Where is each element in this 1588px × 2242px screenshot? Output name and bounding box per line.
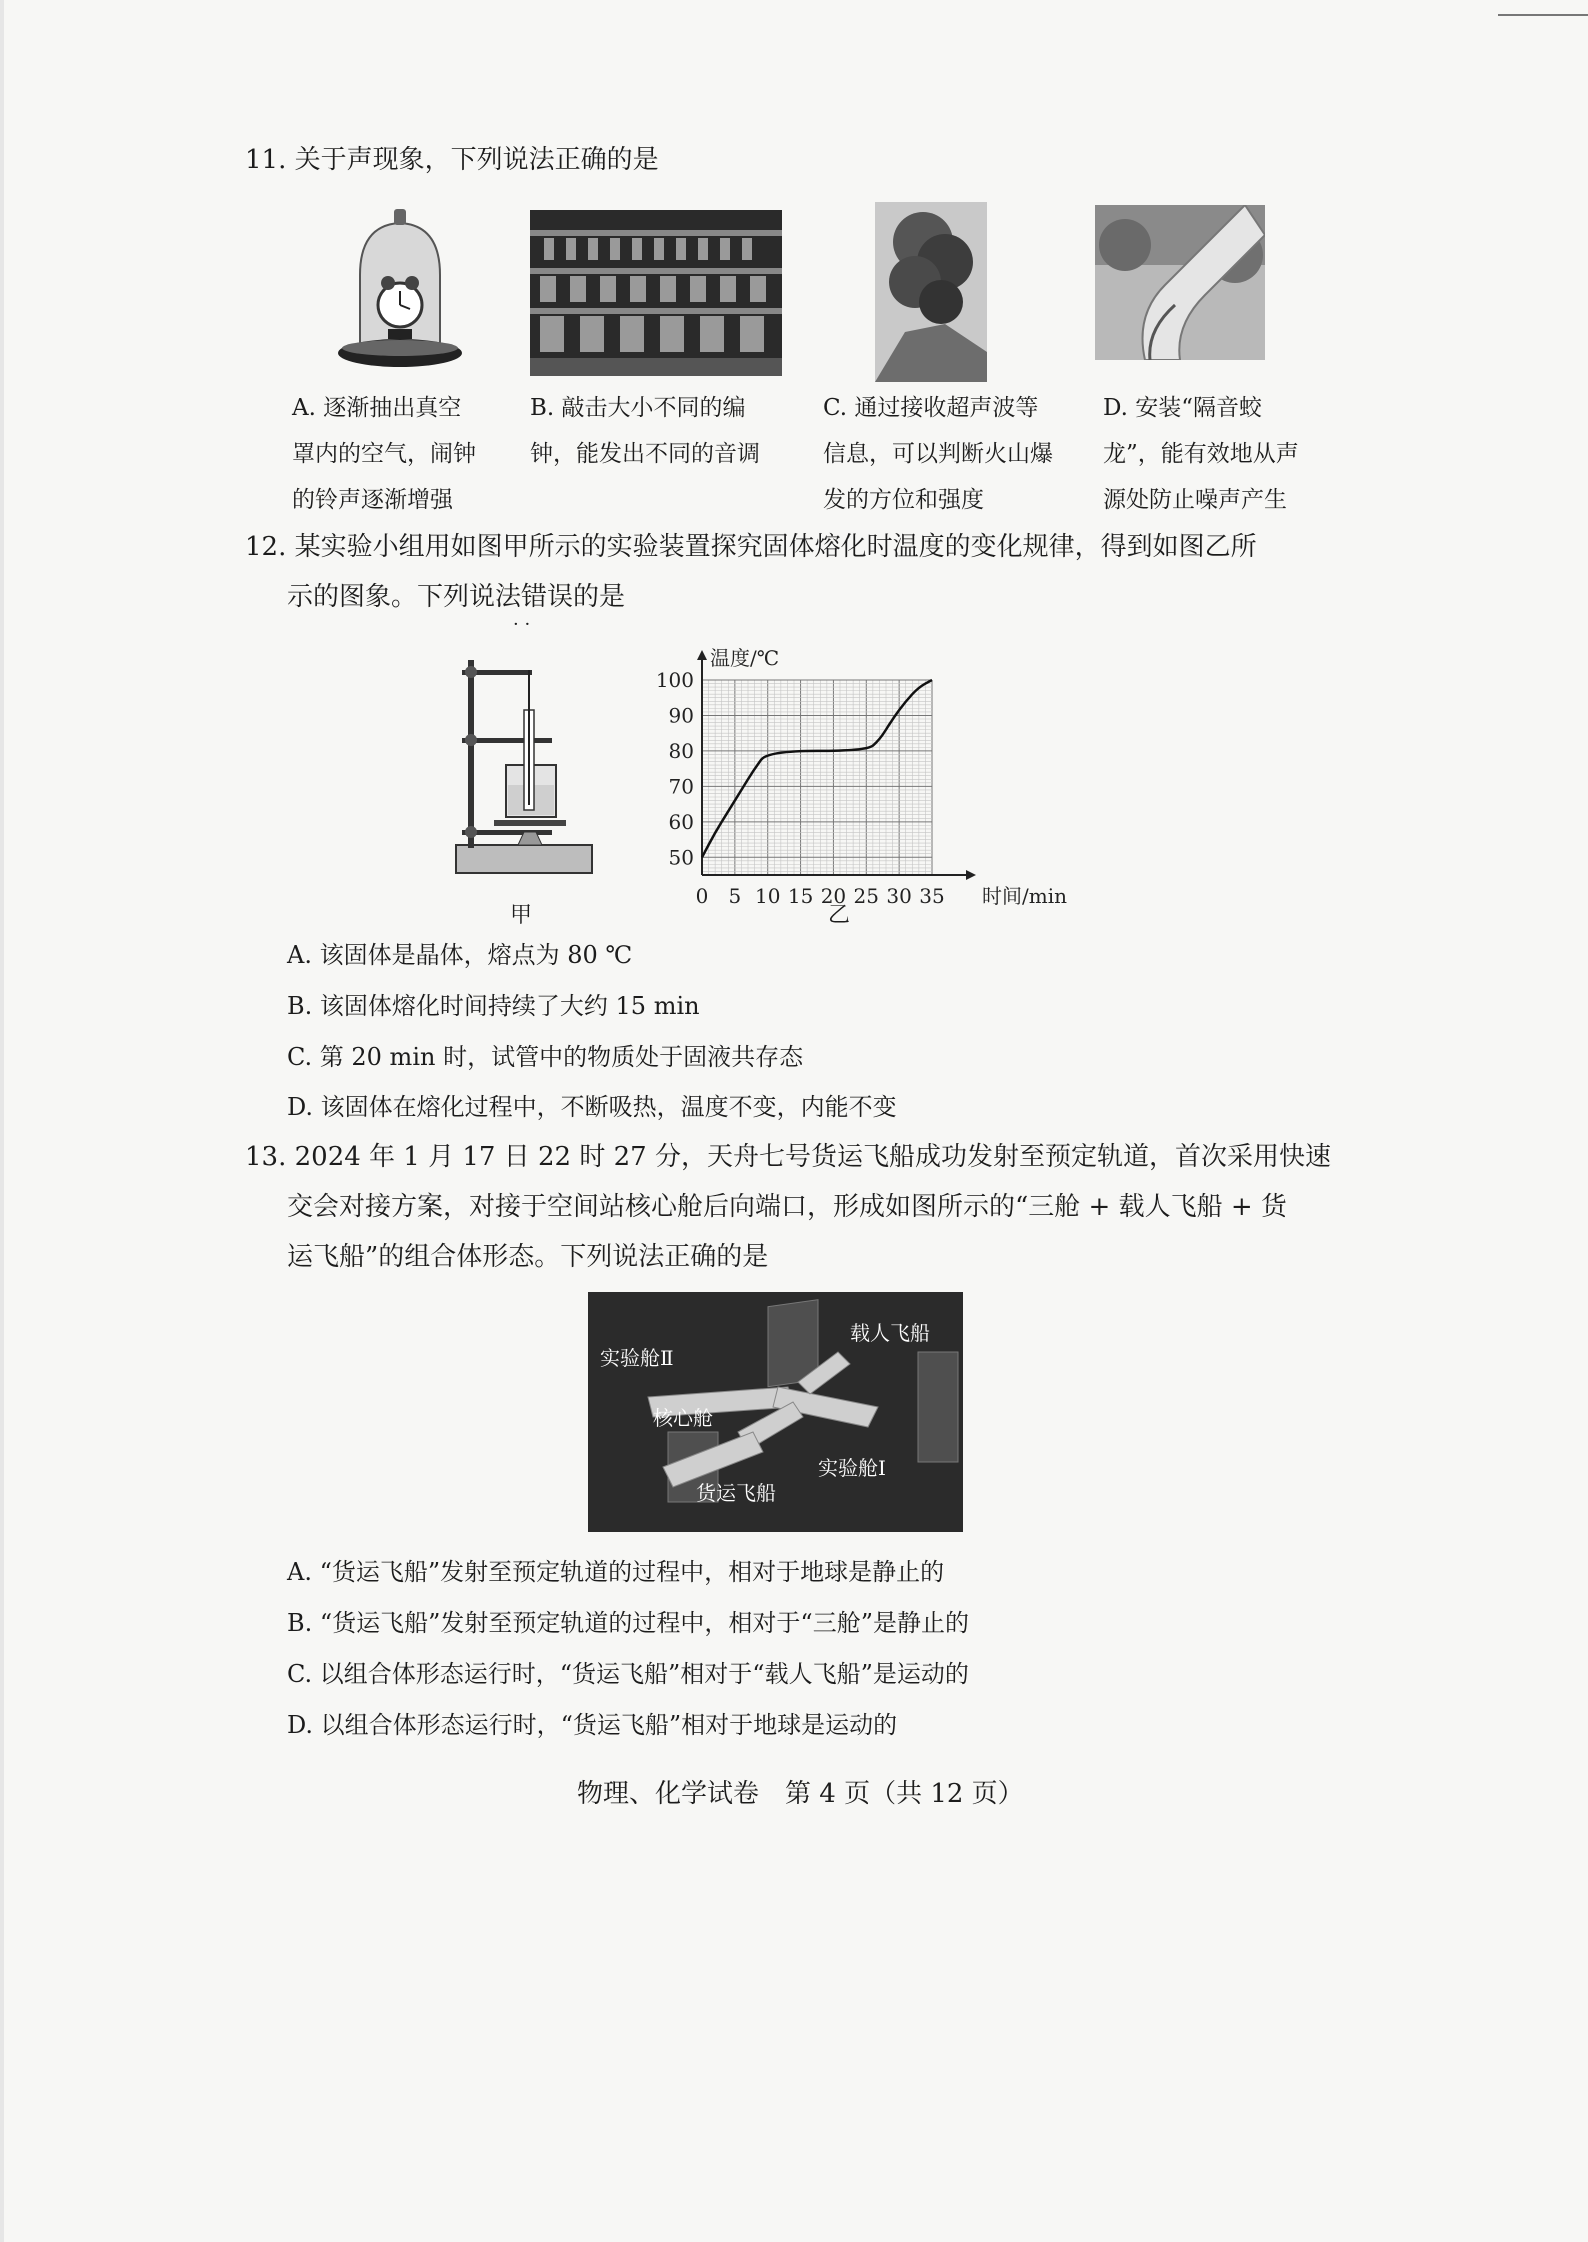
x-tick-label: 25 xyxy=(853,884,880,908)
q12-stem-line2: 示的图象。下列说法错误的是 xyxy=(287,582,626,612)
x-axis-label: 时间/min xyxy=(982,884,1067,908)
bell-jar-image xyxy=(330,205,470,377)
q13-option-d: D. 以组合体形态运行时，“货运飞船”相对于地球是运动的 xyxy=(287,1711,898,1739)
temperature-time-chart xyxy=(640,640,1120,925)
q12-stem-line1: 12. 某实验小组用如图甲所示的实验装置探究固体熔化时温度的变化规律，得到如图乙所 xyxy=(245,532,1257,562)
q13-option-b: B. “货运飞船”发射至预定轨道的过程中，相对于“三舱”是静止的 xyxy=(287,1609,969,1637)
page-footer: 物理、化学试卷 第 4 页（共 12 页） xyxy=(577,1779,1024,1809)
chime-bells-image xyxy=(530,210,782,376)
melting-apparatus-image xyxy=(448,640,600,885)
x-tick-label: 15 xyxy=(787,884,814,908)
q12-option-a: A. 该固体是晶体，熔点为 80 ℃ xyxy=(287,941,633,969)
q11-option-c: C. 通过接收超声波等 信息，可以判断火山爆 发的方位和强度 xyxy=(823,395,1053,513)
x-tick-label: 10 xyxy=(754,884,781,908)
y-axis-label: 温度/℃ xyxy=(710,646,780,670)
x-tick-label: 35 xyxy=(919,884,945,908)
x-tick-label: 20 xyxy=(820,884,847,908)
y-tick-label: 60 xyxy=(668,809,694,834)
space-station-image xyxy=(588,1292,963,1532)
chart-grid xyxy=(702,680,932,875)
q12-option-b: B. 该固体熔化时间持续了大约 15 min xyxy=(287,992,700,1020)
q11-option-d: D. 安装“隔音蛟 龙”，能有效地从声 源处防止噪声产生 xyxy=(1103,395,1299,513)
q11-option-a: A. 逐渐抽出真空 罩内的空气，闹钟 的铃声逐渐增强 xyxy=(292,395,476,513)
figure-a-caption: 甲 xyxy=(510,903,533,928)
emphasis-dots: · · xyxy=(513,614,531,635)
label-cargo-ship: 货运飞船 xyxy=(696,1481,776,1505)
q11-stem: 11. 关于声现象，下列说法正确的是 xyxy=(245,145,659,175)
y-axis-arrow xyxy=(697,650,707,660)
q13-stem-line2: 交会对接方案，对接于空间站核心舱后向端口，形成如图所示的“三舱 + 载人飞船 + 货 xyxy=(287,1192,1287,1222)
volcano-image xyxy=(875,202,987,382)
sound-barrier-image xyxy=(1095,205,1265,360)
label-lab1: 实验舱Ⅰ xyxy=(818,1456,886,1480)
figure-b-caption: 乙 xyxy=(828,903,851,928)
q13-stem-line3: 运飞船”的组合体形态。下列说法正确的是 xyxy=(287,1242,769,1272)
q13-stem-line1: 13. 2024 年 1 月 17 日 22 时 27 分，天舟七号货运飞船成功发射至预定轨道，首次采用快速 xyxy=(245,1142,1331,1172)
q13-option-c: C. 以组合体形态运行时，“货运飞船”相对于“载人飞船”是运动的 xyxy=(287,1660,969,1688)
y-tick-label: 70 xyxy=(668,774,694,799)
q11-option-b: B. 敲击大小不同的编 钟，能发出不同的音调 xyxy=(530,395,760,467)
q12-option-d: D. 该固体在熔化过程中，不断吸热，温度不变，内能不变 xyxy=(287,1093,897,1121)
y-tick-label: 50 xyxy=(668,845,694,870)
y-tick-label: 100 xyxy=(655,668,694,692)
y-tick-label: 80 xyxy=(668,738,694,763)
x-axis-arrow xyxy=(966,870,976,880)
label-crewed-ship: 载人飞船 xyxy=(850,1321,930,1345)
q13-option-a: A. “货运飞船”发射至预定轨道的过程中，相对于地球是静止的 xyxy=(287,1558,945,1586)
label-lab2: 实验舱Ⅱ xyxy=(600,1346,674,1370)
scan-edge xyxy=(0,0,4,2242)
x-tick-label: 5 xyxy=(728,884,742,908)
x-tick-label: 30 xyxy=(886,884,912,908)
x-tick-label: 0 xyxy=(695,884,709,908)
chart-ticks xyxy=(656,646,1067,908)
corner-mark xyxy=(1498,14,1588,16)
y-tick-label: 90 xyxy=(668,703,694,728)
label-core-module: 核心舱 xyxy=(653,1406,713,1430)
q12-option-c: C. 第 20 min 时，试管中的物质处于固液共存态 xyxy=(287,1043,804,1071)
